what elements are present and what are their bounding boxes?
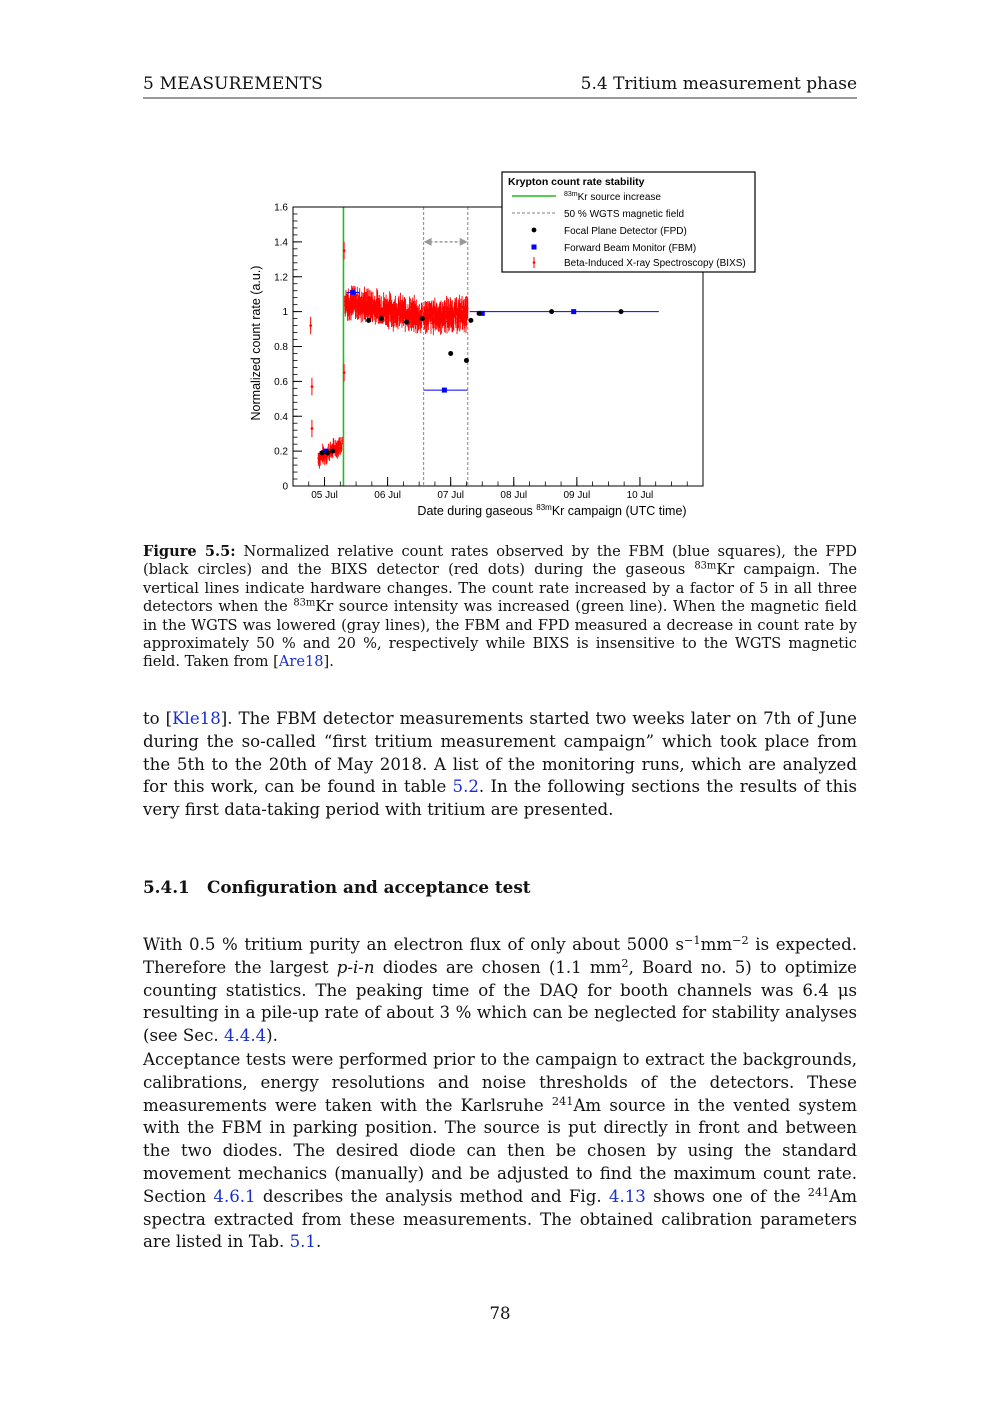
citation-link-are18[interactable]: Are18 bbox=[278, 653, 324, 671]
paragraph-text: describes the analysis method and Fig. bbox=[255, 1186, 609, 1206]
count-rate-figure bbox=[230, 165, 770, 525]
paragraph-text: , Board no. 5) to optimize counting statistics. The peaking time of the DAQ for booth channels was 6.4 μs resulting in a pile-up rate of about 3 % which can be neglected for stability analyses (see Sec. bbox=[143, 957, 857, 1046]
legend-fpd-marker bbox=[532, 228, 537, 233]
italic-term: p-i-n bbox=[336, 957, 375, 977]
x-tick-label: 08 Jul bbox=[500, 490, 528, 501]
caption-label: Figure 5.5: bbox=[143, 543, 236, 560]
fbm-point bbox=[571, 309, 576, 314]
y-tick-label: 1.2 bbox=[274, 272, 288, 284]
fpd-point bbox=[477, 311, 482, 316]
running-header-section: 5.4 Tritium measurement phase bbox=[580, 74, 857, 94]
bixs-point bbox=[341, 440, 343, 442]
y-tick-label: 1 bbox=[282, 307, 288, 319]
fpd-point bbox=[464, 358, 469, 363]
bixs-point bbox=[343, 249, 346, 252]
paragraph-text: . In the following sections the results of this very first data-taking period with tritium are presented. bbox=[143, 777, 857, 820]
wgts-period-arrow-head-right bbox=[460, 238, 468, 246]
superscript: −1 bbox=[683, 933, 701, 947]
section-ref-link-4-4-4[interactable]: 4.4.4 bbox=[223, 1026, 267, 1046]
y-tick-label: 1.4 bbox=[274, 237, 288, 249]
fpd-point bbox=[448, 351, 453, 356]
paragraph-text: . bbox=[315, 1232, 322, 1252]
section-number: 5.4.1 bbox=[143, 877, 190, 897]
y-tick-label: 0.4 bbox=[274, 411, 288, 423]
y-tick-label: 0.2 bbox=[274, 446, 288, 458]
paragraph-text: Acceptance tests were performed prior to the campaign to extract the backgrounds, calibrations, energy resolutions and noise thresholds of the detectors. These measurements were taken with the Karlsruhe bbox=[143, 1050, 857, 1115]
wgts-period-arrow-head-left bbox=[424, 238, 432, 246]
fpd-point bbox=[468, 318, 473, 323]
y-tick-label: 1.6 bbox=[274, 202, 288, 214]
legend-label-fpd: Focal Plane Detector (FPD) bbox=[564, 226, 687, 237]
bixs-point bbox=[309, 324, 312, 327]
fpd-point bbox=[619, 309, 624, 314]
fpd-point bbox=[379, 316, 384, 321]
fpd-point bbox=[420, 316, 425, 321]
table-ref-link-5-1[interactable]: 5.1 bbox=[289, 1232, 316, 1252]
caption-text: Kr source intensity was increased (green line). When the magnetic field in the WGTS was lowered (gray lines), the FBM and FPD measured a decrease in count rate by approximately 50 % and 20 %, respectively while BIXS is insensitive to the WGTS magnetic field. Taken from [ bbox=[143, 598, 858, 671]
y-tick-label: 0.8 bbox=[274, 342, 288, 353]
bixs-point bbox=[311, 427, 314, 430]
bixs-point bbox=[356, 295, 358, 297]
fbm-point bbox=[350, 290, 355, 295]
bixs-point bbox=[379, 304, 381, 306]
paragraph-text: Am source in the vented system with the FBM in parking position. The source is put directly in front and between the two diodes. The desired diode can then be chosen by using the standard movement mechanics (manually) and be adjusted to find the maximum count rate. Section bbox=[143, 1095, 857, 1206]
paragraph-text: ]. The FBM detector measurements started two weeks later on 7th of June during the so-called “first tritium measurement campaign” which took place from the 5th to the 20th of May 2018. A list of the monitoring runs, which are analyzed for this work, can be found in table bbox=[143, 709, 857, 797]
bixs-point bbox=[329, 455, 331, 457]
paragraph-acceptance-tests bbox=[143, 1049, 857, 1254]
fpd-point bbox=[549, 309, 554, 314]
y-tick-label: 0 bbox=[282, 481, 288, 493]
legend-label-bixs: Beta-Induced X-ray Spectroscopy (BIXS) bbox=[564, 258, 746, 269]
superscript: 241 bbox=[807, 1185, 830, 1199]
x-tick-label: 05 Jul bbox=[311, 490, 338, 501]
caption-text: Kr campaign. The vertical lines indicate hardware changes. The count rate increased by a factor of 5 in all three detectors when the bbox=[143, 561, 857, 616]
legend bbox=[502, 172, 755, 272]
x-tick-label: 10 Jul bbox=[626, 490, 654, 501]
bixs-point bbox=[453, 322, 455, 324]
paragraph-text: to [ bbox=[143, 709, 173, 728]
bixs-point bbox=[343, 371, 346, 374]
superscript: 241 bbox=[551, 1094, 574, 1108]
superscript: −2 bbox=[732, 933, 749, 947]
bixs-point bbox=[311, 385, 314, 388]
legend-label-fbm: Forward Beam Monitor (FBM) bbox=[564, 243, 697, 254]
paragraph-text: With 0.5 % tritium purity an electron flux of only about 5000 s bbox=[143, 935, 684, 954]
fpd-point bbox=[320, 450, 325, 455]
caption-text: Normalized relative count rates observed by the FBM (blue squares), the FPD (black circles) and the BIXS detector (red dots) during the gaseous bbox=[143, 543, 857, 579]
table-ref-link-5-2[interactable]: 5.2 bbox=[452, 777, 479, 797]
running-header-chapter: 5 MEASUREMENTS bbox=[143, 74, 323, 94]
paragraph-text: ). bbox=[266, 1026, 278, 1046]
x-tick-label: 09 Jul bbox=[563, 490, 591, 501]
citation-link-kle18[interactable]: Kle18 bbox=[172, 709, 221, 728]
caption-sup: 83m bbox=[293, 597, 316, 609]
figure-ref-link-4-13[interactable]: 4.13 bbox=[608, 1186, 646, 1206]
bixs-point bbox=[430, 322, 432, 324]
fbm-point bbox=[442, 388, 447, 393]
bixs-point bbox=[405, 304, 407, 306]
x-tick-label: 07 Jul bbox=[437, 490, 465, 501]
fpd-point bbox=[366, 318, 371, 323]
header-rule bbox=[143, 97, 857, 99]
legend-title: Krypton count rate stability bbox=[508, 176, 645, 188]
paragraph-text: mm bbox=[700, 935, 733, 954]
superscript: 2 bbox=[621, 956, 629, 970]
section-ref-link-4-6-1[interactable]: 4.6.1 bbox=[213, 1186, 256, 1206]
paragraph-campaign-intro bbox=[143, 708, 857, 822]
x-tick-label: 06 Jul bbox=[374, 490, 401, 501]
legend-bixs-marker bbox=[533, 261, 536, 264]
section-title: Configuration and acceptance test bbox=[207, 877, 531, 897]
caption-sup: 83m bbox=[694, 560, 717, 572]
legend-fbm-marker bbox=[532, 245, 537, 250]
y-axis-label: Normalized count rate (a.u.) bbox=[249, 265, 263, 421]
paragraph-text: shows one of the bbox=[645, 1186, 808, 1206]
paragraph-text: Am spectra extracted from these measurements. The obtained calibration parameters are listed in Tab. bbox=[143, 1186, 858, 1252]
caption-text: ]. bbox=[323, 653, 334, 671]
legend-label-wgts-field: 50 % WGTS magnetic field bbox=[564, 209, 685, 220]
fpd-point bbox=[330, 449, 335, 454]
bixs-point bbox=[397, 319, 399, 321]
legend-label-source-increase: $^{83m}$Kr source increase bbox=[564, 191, 661, 203]
y-tick-label: 0.6 bbox=[274, 376, 288, 388]
section-heading bbox=[143, 877, 531, 897]
fpd-point bbox=[325, 450, 330, 455]
x-axis-label: Date during gaseous $^{83m}$Kr campaign (UTC time) bbox=[417, 503, 687, 518]
paragraph-text: diodes are chosen (1.1 mm bbox=[374, 957, 622, 977]
figure-caption bbox=[143, 543, 857, 672]
bixs-point bbox=[421, 310, 423, 312]
fpd-point bbox=[404, 320, 409, 325]
paragraph-text: is expected. Therefore the largest bbox=[143, 935, 858, 977]
paragraph-configuration bbox=[143, 934, 857, 1048]
page-number: 78 bbox=[489, 1304, 511, 1323]
bixs-point bbox=[467, 308, 469, 310]
